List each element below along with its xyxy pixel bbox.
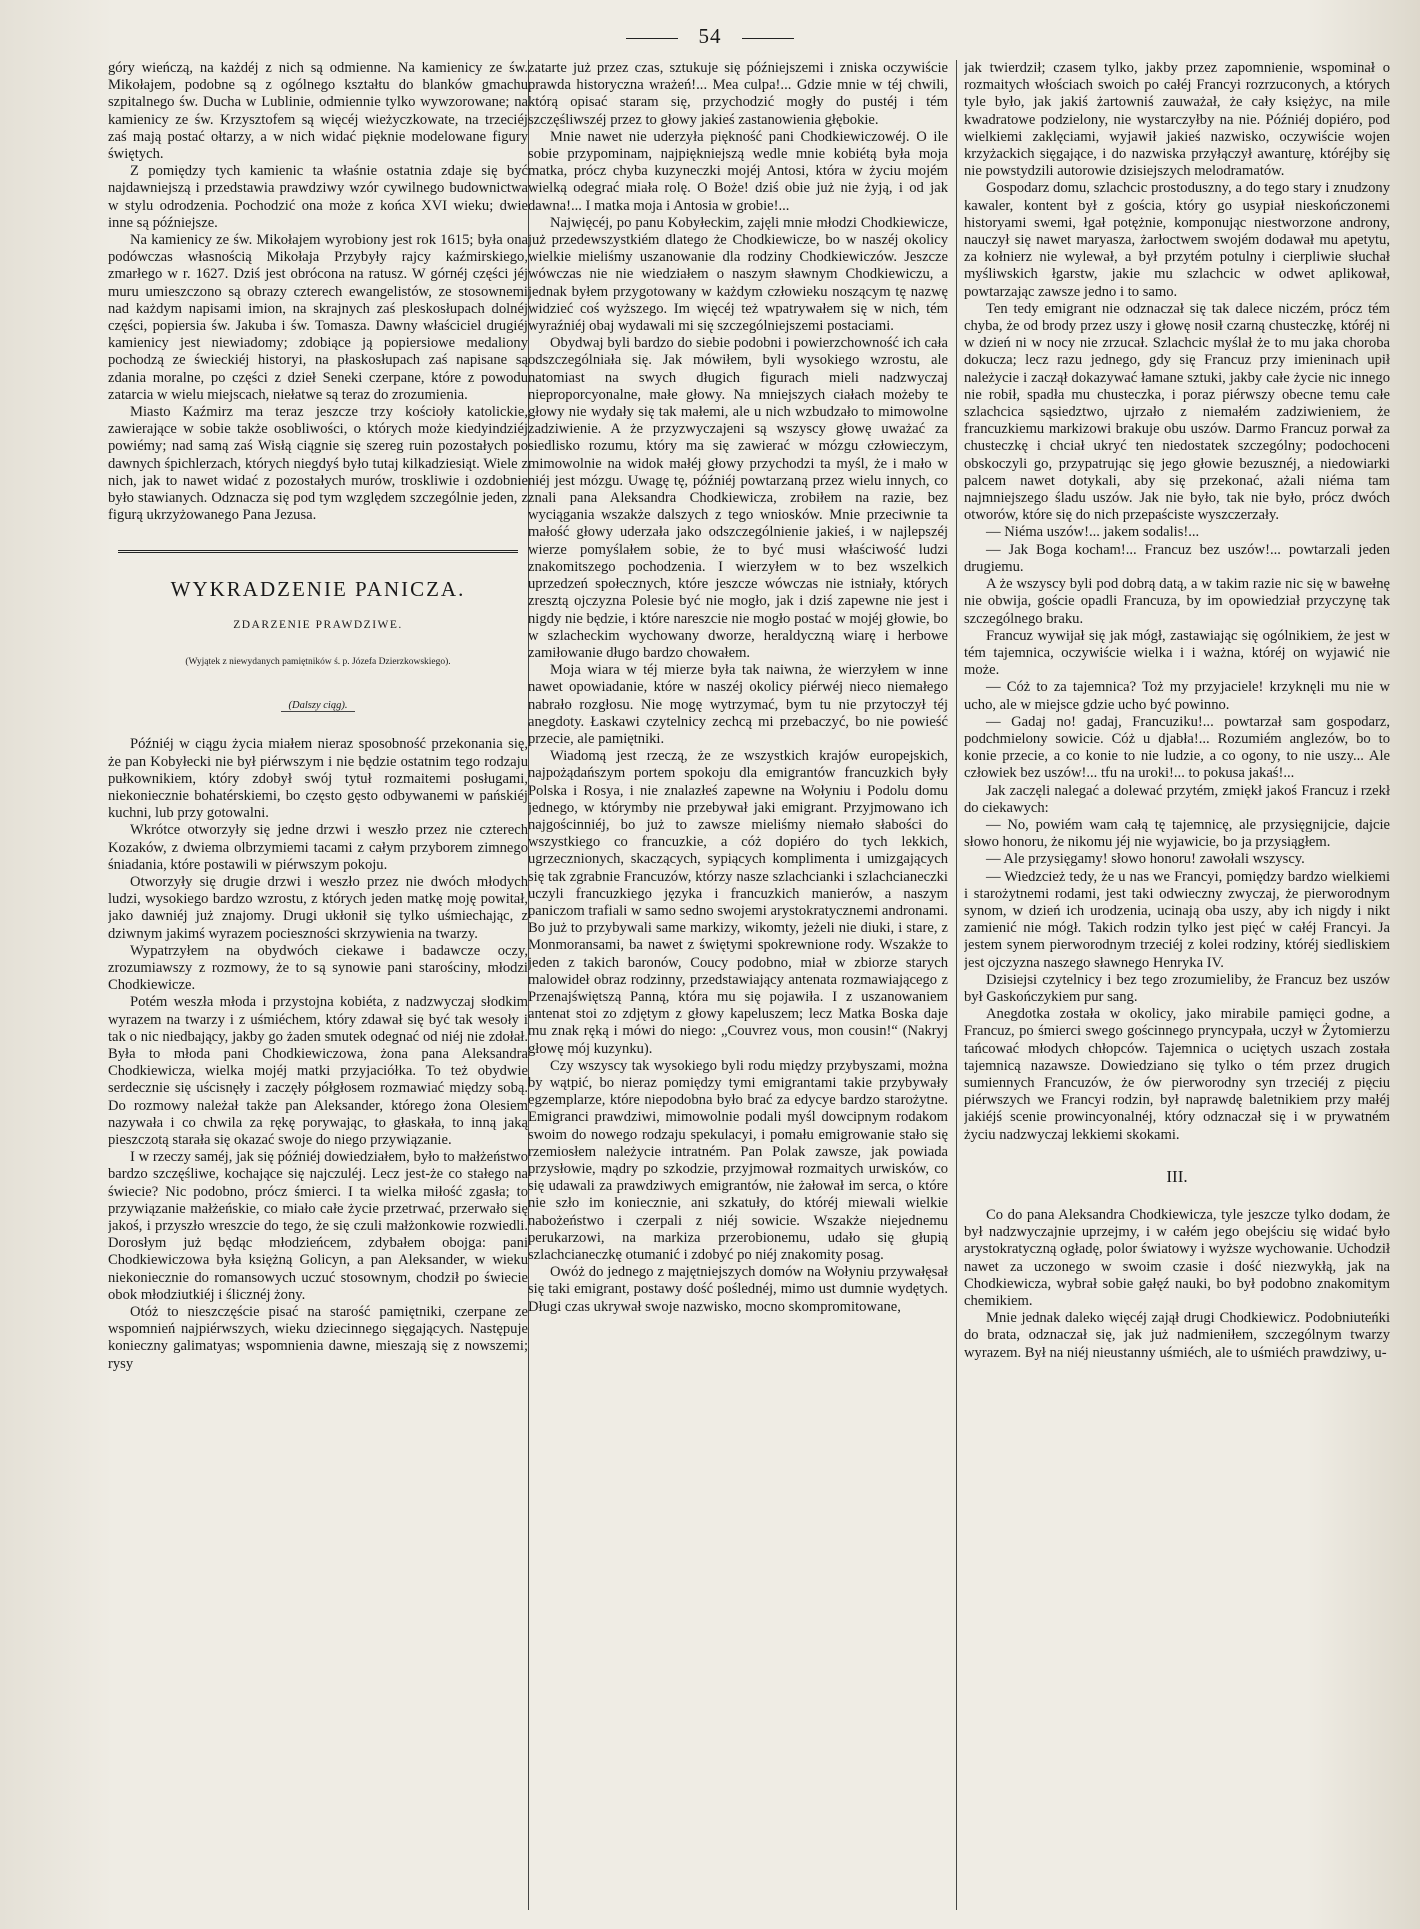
page-number-value: 54: [698, 24, 722, 48]
paragraph: Mnie nawet nie uderzyła piękność pani Chodkiewiczowéj. O ile sobie przypominam, najpiękniejszą wedle mnie kobiétą była moja matka, prócz chyba kuzyneczki mojéj Antosi, która w życiu mojém wielką odegrać miała rolę. O Boże! dziś obie już nie żyją, i od jak dawna!... I matka moja i Antosia w grobie!...: [528, 128, 948, 214]
paragraph: Otóż to nieszczęście pisać na starość pamiętniki, czerpane ze wspomnień najpiérwszych, wieku dziecinnego sięgających. Następuje konieczny galimatyas; wspomnienia dawne, mieszają się z nowszemi; rysy: [108, 1304, 528, 1372]
continued-note: [108, 697, 528, 714]
page-number-dash-right: [742, 38, 794, 39]
paragraph: Najwięcéj, po panu Kobyłeckim, zajęli mnie młodzi Chodkiewicze, już przedewszystkiém dlatego że Chodkiewicze, bo w naszéj okolicy wielkie mieliśmy uszanowanie dla rodziny Chodkiewiczów. Jeszcze wówczas nie nie wiedziałem o naszym sławnym Chodkiewiczu, a jednak byłem przygotowany w każdym człowieku noszącym tę nazwę widzieć coś wyższego. Im więcéj też wpatrywałem się w nich, tém wyraźniéj obaj wydawali mi się szczególniejszemi postaciami.: [528, 214, 948, 335]
paragraph: Późniéj w ciągu życia miałem nieraz sposobność przekonania się, że pan Kobyłecki nie był piérwszym i nie będzie ostatnim tego rodzaju pułkownikiem, który zdobył swój tytuł rozmaitemi posługami, niekoniecznie bohatérskiemi, bo często gęsto odbywanemi w pańskiéj kuchni, lub przy gotowalni.: [108, 736, 528, 822]
dialogue-line: — Jak Boga kocham!... Francuz bez uszów!... powtarzali jeden drugiemu.: [964, 541, 1390, 575]
column-rule-2: [956, 60, 957, 1910]
dialogue-line: — Wiedzcież tedy, że u nas we Francyi, pomiędzy bardzo wielkiemi i starożytnemi rodami, jest taki odwieczny zwyczaj, że pierworodnym synom, w dzień ich urodzenia, ucinają oba uszy, aby ich nigdy i nikt zamienić nie mógł. Takich rodzin tylko jest pięć w całéj Francyi. Ja jestem synem pierworodnym trzeciéj z kolei rodziny, któréj siedliskiem jest ojczyzna naszego sławnego Henryka IV.: [964, 868, 1390, 971]
paragraph: Na kamienicy ze św. Mikołajem wyrobiony jest rok 1615; była ona podówczas własnością Mikołaja Przybyły rajcy kaźmirskiego, zmarłego w r. 1627. Dziś jest obrócona na ratusz. W górnéj części jéj muru umieszczono są obrazy czterech ewangelistów, ze stosownemi nad każdym napisami imion, na skrajnych zaś pleskosłupach dolnéj części, popiersia św. Jakuba i św. Tomasza. Dawny właściciel drugiéj kamienicy jest niewiadomy; zdobiące ją popiersiowe medaliony pochodzą ze świeckiéj historyi, na płaskosłupach zaś napisane są zdania moralne, po części z dzieł Seneki czerpane, które z powodu zatarcia w wielu miejscach, niełatwe są teraz do zrozumienia.: [108, 232, 528, 403]
page-number-dash-left: [626, 38, 678, 39]
column-1: [108, 60, 528, 1910]
paragraph: Wiadomą jest rzeczą, że ze wszystkich krajów europejskich, najpożądańszym portem spokoju dla emigrantów francuzkich były Polska i Rosya, i nie znalazłeś zapewne na Wołyniu i Podolu domu jednego, w którymby nie przebywał jaki emigrant. Przyjmowano ich najgościnniéj, bo już to zawsze mieliśmy niemało słabości do wszystkiego co francuzkie, a cóż dopiéro do tych lekkich, ugrzecznionych, skaczących, sypiących komplimenta i umizgających się tak zgrabnie Francuzów, którzy nasze szlachcianki i szlachcianeczki uczyli francuzkiego języka i francuzkich manierów, a naszym paniczom trafiali w samo sedno swojemi arystokratycznemi andronami. Bo już to przybywali same markizy, wikomty, jeżeli nie diuki, i stare, z Monmoransami, ba nawet z świętymi spokrewnione rody. Wszakże to jeden z takich baronów, Coucy podobno, miał w zbiorze starych malowideł obraz rodzinny, przedstawiający antenata rozmawiającego z Przenajświętszą Panną, która mu się pojawiła. I z uszanowaniem antenat stoi zo zdjętym z głowy kapeluszem; lecz Matka Boska daje mu znak ręką i mówi do niego: „Couvrez vous, mon cousin!“ (Nakryj głowę mój kuzynku).: [528, 748, 948, 1057]
paragraph: Wkrótce otworzyły się jedne drzwi i weszło przez nie czterech Kozaków, z dwiema olbrzymiemi tacami z całym przyborem zimnego śniadania, które postawili w piérwszym pokoju.: [108, 822, 528, 873]
paragraph: Owóż do jednego z majętniejszych domów na Wołyniu przywałęsał się taki emigrant, postawy dość poślednéj, mimo ust dumnie wydętych. Długi czas ukrywał swoje nazwisko, mocno skompromitowane,: [528, 1264, 948, 1315]
paragraph: I w rzeczy saméj, jak się późniéj dowiedziałem, było to małżeństwo bardzo szczęśliwe, kochające się najczuléj. Lecz jest-że co stałego na świecie? Nic podobno, prócz śmierci. I ta wielka miłość zgasła; to przywiązanie małżeńskie, co miało całe życie przetrwać, przerwało się jakoś, i przyszło wreszcie do tego, że się czuli małżonkowie rozwiedli. Dorosłym już będąc młodzieńcem, zdybałem obojga: pani Chodkiewiczowa była księżną Golicyn, a pan Aleksander, w wieku niekoniecznie do romansowych uczuć stosownym, chodził po świecie obok młodziutkiéj i ślicznéj żony.: [108, 1149, 528, 1303]
paragraph: Wypatrzyłem na obydwóch ciekawe i badawcze oczy, zrozumiawszy z rozmowy, że to są synowie pani starościny, młodzi Chodkiewicze.: [108, 942, 528, 994]
paragraph: Otworzyły się drugie drzwi i weszło przez nie dwóch młodych ludzi, wysokiego bardzo wzrostu, z których jeden matkę moję powitał, jako dawniéj już znajomy. Drugi ukłonił się tylko uśmiechając, z dziwnym jakimś wyrazem pocieszności skrzywienia na twarzy.: [108, 873, 528, 942]
page-number: [0, 24, 1420, 49]
paragraph: Dzisiejsi czytelnicy i bez tego zrozumieliby, że Francuz bez uszów był Gaskończykiem pur sang.: [964, 971, 1390, 1005]
paragraph: Moja wiara w téj mierze była tak naiwna, że wierzyłem w inne nawet opowiadanie, które w naszéj okolicy piérwéj nieco niemałego nabrało rozgłosu. Nie mogę wytrzymać, bym tu nie przytoczył téj anegdoty. Łaskawi czytelnicy zechcą mi przebaczyć, bo nie powieść przecie, ale pamiętniki.: [528, 662, 948, 747]
section-divider: [118, 550, 518, 553]
paragraph: Jak zaczęli nalegać a dolewać przytém, zmiękł jakoś Francuz i rzekł do ciekawych:: [964, 782, 1390, 816]
paragraph: Ten tedy emigrant nie odznaczał się tak dalece niczém, prócz tém chyba, że od brody przez uszy i głowę nosił czarną chusteczkę, któréj ni w dzień ni w nocy nie zrzucał. Szlachcic myślał że to mu jaka choroba dokucza; lecz razu jednego, gdy się Francuz przy imieninach upił należycie i zaczął dokazywać łamane sztuki, jakby całe życie nic innego nie robił, spadła mu chusteczka, i poraz piérwszy obecne temu całe szlachcica sąsiedztwo, ujrzało z niemałém zadziwieniem, że francuzkiemu markizowi brakuje obu uszów. Darmo Francuz porwał za chusteczkę i chciał ukryć ten niedostatek szczególny; podochoceni obskoczyli go, przypatrując się jego głowie bezusznéj, a niedowiarki palcem nawet dotykali, aby się przekonać, ażali niéma tam najmniejszego śladu uszów. Jak nie było, tak nie było, prócz dwóch otworów, które się do nich przepaściste wyszczerzały.: [964, 300, 1390, 524]
paragraph: Miasto Kaźmirz ma teraz jeszcze trzy kościoły katolickie, zawierające w sobie także osobliwości, o których może kiedyindziéj powiémy; nad samą zaś Wisłą ciągnie się szereg ruin pozostałych po dawnych śpichlerzach, których niegdyś było tutaj kilkadziesiąt. Wiele z nich, jak to nawet widać z pozostałych murów, troskliwie i ozdobnie było stawianych. Odznacza się pod tym względem szczególnie jeden, z figurą ukrzyżowanego Pana Jezusa.: [108, 404, 528, 524]
paragraph: góry wieńczą, na każdéj z nich są odmienne. Na kamienicy ze św. Mikołajem, podobne są z ogólnego kształtu do blanków gmachu szpitalnego św. Ducha w Lublinie, odmiennie tylko wywzorowane; na kamienicy ze św. Krzysztofem są więcéj wieżyczkowate, na trzeciéj zaś mają postać ołtarzy, a w nich widać pięknie modelowane figury świętych.: [108, 60, 528, 163]
article-subtitle: ZDARZENIE PRAWDZIWE.: [233, 618, 403, 631]
paragraph: Z pomiędzy tych kamienic ta właśnie ostatnia zdaje się być najdawniejszą i przedstawia prawdziwy wzór cywilnego budownictwa w stylu odrodzenia. Pochodzić ona może z końca XVI wieku; dwie inne są późniejsze.: [108, 163, 528, 231]
section-number: III.: [1166, 1166, 1188, 1186]
paragraph: Obydwaj byli bardzo do siebie podobni i powierzchowność ich cała odszczególniała się. Jak mówiłem, byli wysokiego wzrostu, ale natomiast na swych długich figurach mieli nadzwyczaj nieproporcyonalne, małe głowy. Na mniejszych ciałach możeby te głowy nie wydały się tak małemi, ale u nich wzbudzało to mimowolne zadziwienie. A że przyzwyczajeni są wszyscy głowę uważać za siedlisko rozumu, który ma się zawierać w mózgu człowieczym, mimowolnie na widok małéj głowy przychodzi ta myśl, że i mało w niéj jest mózgu. Uwagę tę, późniéj powtarzaną przez wielu innych, co znali pana Aleksandra Chodkiewicza, zrobiłem na razie, bez wyciągania wszakże dalszych z tego wniosków. Mnie przeciwnie ta małość głowy uderzała jako odszczególnienie jakieś, i w najlepszéj wierze pomyślałem sobie, że to być musi właściwość ludzi znakomitszego pochodzenia. I wierzyłem w to bez wszelkich uprzedzeń społecznych, które jeszcze wówczas nie istniały, których zresztą ojczyzna Polesie być nie mogło, jak i dziś zapewne nie jest i nigdy nie będzie, i które nareszcie nie mogło postać w mojéj głowie, bo w szlacheckim wychowany dworze, heraldyczną wiarę i herbowe zamiłowanie długo bardzo chowałem.: [528, 335, 948, 661]
paragraph: Co do pana Aleksandra Chodkiewicza, tyle jeszcze tylko dodam, że był nadzwyczajnie uprzejmy, i w całém jego obejściu się widać było arystokratyczną ogładę, polor światowy i wyższe wychowanie. Uchodził nawet za uczonego w swoim czasie i dość niezwykłą, jak na Chodkiewicza, wybrał sobie gałęź nauki, bo był podobno znakomitym chemikiem.: [964, 1207, 1390, 1310]
paragraph: zatarte już przez czas, sztukuje się późniejszemi i zniska oczywiście prawda historyczna wrażeń!... Mea culpa!... Gdzie mnie w téj chwili, którą opisać staram się, przychodzić mogły do pustéj i tém szczęśliwszéj przez to głowy jakieś zastanowienia głębokie.: [528, 60, 948, 128]
paragraph: Potém weszła młoda i przystojna kobiéta, z nadzwyczaj słodkim wyrazem na twarzy i z uśmiéchem, który zdawał się być tak wesoły i tak o nic niedbający, jakby go żaden smutek odegnać od niéj nie zdołał. Była to młoda pani Chodkiewiczowa, żona pana Aleksandra Chodkiewicza, wielka mojéj matki przyjaciółka. To też obydwie serdecznie się uścisnęły i zaczęły półgłosem rozmawiać między sobą. Do rozmowy należał także pan Aleksander, którego żona Olesiem nazywała i co chwila za rękę porywając, to głaskała, to inną jaką pieszczotą starała się okazać swoje do niego przywiązanie.: [108, 994, 528, 1148]
dialogue-line: — Ale przysięgamy! słowo honoru! zawołali wszyscy.: [986, 851, 1305, 868]
article-source: (Wyjątek z niewydanych pamiętników ś. p. Józefa Dzierzkowskiego).: [185, 656, 451, 667]
article-title: WYKRADZENIE PANICZA.: [170, 577, 466, 602]
paragraph: Czy wszyscy tak wysokiego byli rodu między przybyszami, można by wątpić, bo nieraz pomiędzy tymi emigrantami takie przybywały egzemplarze, które niepodobna było brać za edycye bardzo starożytne. Emigranci prawdziwi, mimowolnie podali myśl dowcipnym rodakom swoim do nowego rodzaju spekulacyi, i pomału emigrowanie stało się rzemiosłem należycie intratném. Pan Polak zawsze, jak powiada przysłowie, mądry po szkodzie, przyjmował rozmaitych urwisków, co się udawali za prawdziwych emigrantów, nie żałował im serca, o które nie szło im koniecznie, ani szkatuły, do któréj miewali wielkie nabożeństwo i czerpali z niéj sowicie. Wszakże niejednemu perukarzowi, na markiza przerobionemu, udało się głupią szlachcianeczkę otumanić i zdobyć po niéj znakomity posag.: [528, 1057, 948, 1264]
dialogue-line: — Cóż to za tajemnica? Toż my przyjaciele! krzyknęli mu nie w ucho, ale w miejsce gdzie ucho być powinno.: [964, 679, 1390, 713]
paragraph: Mnie jednak daleko więcéj zajął drugi Chodkiewicz. Podobniuteńki do brata, odznaczał się, jak już nadmieniłem, szczególnym twarzy wyrazem. Był na niéj nieustanny uśmiéch, ale to uśmiéch prawdziwy, u-: [964, 1310, 1390, 1361]
continued-label: (Dalszy ciąg).: [281, 700, 356, 712]
dialogue-line: — No, powiém wam całą tę tajemnicę, ale przysięgnijcie, dajcie słowo honoru, że nikomu jéj nie wyjawicie, bo ja przysiągłem.: [964, 816, 1390, 851]
paragraph: A że wszyscy byli pod dobrą datą, a w takim razie nic się w bawełnę nie obwija, goście opadli Francuza, by im opowiedział przyczynę tak szczególnego braku.: [964, 576, 1390, 627]
paragraph: Francuz wywijał się jak mógł, zastawiając się ogólnikiem, że jest w tém tajemnica, oczywiście wielka i i ważna, któréj on wyjawić nie może.: [964, 627, 1390, 679]
column-3: [964, 60, 1390, 1910]
column-2: [528, 60, 948, 1910]
paragraph: Anegdotka została w okolicy, jako mirabile pamięci godne, a Francuz, po śmierci swego gościnnego pryncypała, uczył w Żytomierzu tańcować młodych chłopców. Tajemnica o uciętych uszach została tajemnicą nazawsze. Dowiedziano się tylko o tém przez drugich sumiennych Francuzów, że ów pierworodny syn trzeciéj z pięciu piérwszych we Francyi rodzin, był naprawdę baletnikiem przy małéj jakiéjś scenie prowincyonalnéj, który odznaczał się i w prywatném życiu nadzwyczaj lekkiemi skokami.: [964, 1006, 1390, 1143]
dialogue-line: — Niéma uszów!... jakem sodalis!...: [986, 524, 1200, 541]
paragraph: jak twierdził; czasem tylko, jakby przez zapomnienie, wspominał o rozmaitych włościach swoich po całéj Francyi rozrzuconych, a których tyle było, jak jakiś żartowniś zauważał, że cały księżyc, na mile kwadratowe podzielony, nie wystarczyłby na nie. Późniéj dopiéro, pod wielkiemi zaklęciami, wyjawił jakieś nazwisko, oczywiście wojen krzyżackich sięgające, i do nazwiska przyłączył awanturę, któréjby się nie powstydzili autorowie dzisiejszych melodramatów.: [964, 60, 1390, 180]
dialogue-line: — Gadaj no! gadaj, Francuziku!... powtarzał sam gospodarz, podchmielony sowicie. Cóż u djabła!... Rozumiém anglezów, bo to konie przecie, a co konie to nie ludzie, a co ogony, to nie uszy... Ale człowiek bez uszów!... tfu na uroki!... to pokusa jakaś!...: [964, 713, 1390, 782]
paragraph: Gospodarz domu, szlachcic prostoduszny, a do tego stary i znudzony kawaler, kontent był z gościa, który go usypiał nieskończonemi historyami swemi, łgał potężnie, komponując niestworzone androny, nauczył się nawet maryasza, żarłoctwem swojém dodawał mu apetytu, za kołnierz nie wylewał, a był przytém potulny i cierpliwie słuchał myśliwskich łgarstw, jakie mu szlachcic w odwet aplikował, powtarzając zawsze jedno i to samo.: [964, 180, 1390, 300]
